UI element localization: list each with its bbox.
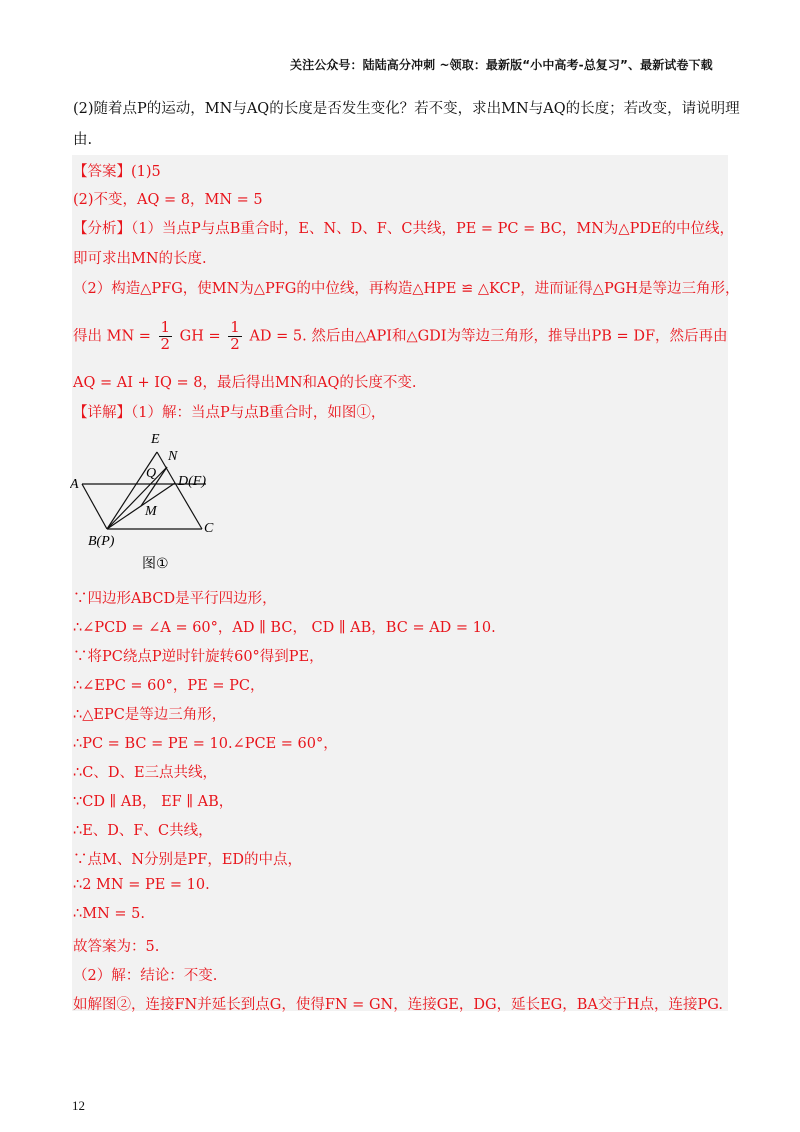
analysis-line-3: （2）构造△PFG，使MN为△PFG的中位线，再构造△HPE ≌ △KCP，进而证得△PGH是等边三角形， xyxy=(73,281,740,297)
label-Q: Q xyxy=(146,466,157,481)
proof-line-2: ∴∠PCD = ∠A = 60°，AD ∥ BC， CD ∥ AB，BC = AD = 10. xyxy=(73,620,496,636)
answer-part-1: (1)5 xyxy=(131,164,161,180)
analysis-line-1 xyxy=(73,217,734,238)
proof-line-8: ∵CD ∥ AB， EF ∥ AB， xyxy=(73,794,234,810)
analysis-4-c: AD = 5. 然后由△API和△GDI为等边三角形，推导出PB = DF，然后再由 xyxy=(249,328,728,345)
answer-line-2: (2)不变，AQ = 8，MN = 5 xyxy=(73,192,263,208)
label-E: E xyxy=(151,432,160,447)
label-A: A xyxy=(70,477,79,492)
fraction-1: $\frac{1}{2}$ xyxy=(160,318,171,353)
analysis-tag: 【分析】 xyxy=(73,221,131,237)
label-N: N xyxy=(168,449,178,464)
question-line-2: 由. xyxy=(73,132,93,148)
label-D: D(F) xyxy=(178,474,206,489)
proof-line-12: ∴MN = 5. xyxy=(73,906,145,922)
proof-line-11: ∴2 MN = PE = 10. xyxy=(73,877,210,893)
label-B: B(P) xyxy=(88,534,115,549)
geometry-figure xyxy=(70,428,230,578)
page-number: 12 xyxy=(72,1098,85,1113)
proof-line-5: ∴△EPC是等边三角形， xyxy=(73,707,227,723)
proof-line-6: ∴PC = BC = PE = 10.∠PCE = 60°， xyxy=(73,736,338,752)
analysis-line-4 xyxy=(73,320,728,353)
fraction-2: $\frac{1}{2}$ xyxy=(230,318,240,353)
detail-line xyxy=(73,401,385,422)
proof-line-1: ∵四边形ABCD是平行四边形， xyxy=(73,591,277,607)
detail-tag: 【详解】 xyxy=(73,405,131,421)
answer-line-1 xyxy=(73,160,161,181)
question-line-1: (2)随着点P的运动，MN与AQ的长度是否发生变化？若不变，求出MN与AQ的长度；若改变，请说明理 xyxy=(73,101,740,117)
proof-line-13: 故答案为：5. xyxy=(73,939,160,955)
analysis-line-5: AQ = AI + IQ = 8，最后得出MN和AQ的长度不变. xyxy=(73,375,417,391)
page-header: 关注公众号：陆陆高分冲刺 ~领取：最新版“小中高考-总复习”、最新试卷下载 xyxy=(290,58,713,72)
proof-line-15: 如解图②，连接FN并延长到点G，使得FN = GN，连接GE，DG，延长EG，BA交于H点，连接PG. xyxy=(73,997,723,1013)
analysis-text-1: （1）当点P与点B重合时，E、N、D、F、C共线，PE = PC = BC，MN为△PDE的中位线， xyxy=(131,221,735,237)
analysis-4-b: GH = xyxy=(179,328,221,345)
proof-line-7: ∴C、D、E三点共线， xyxy=(73,765,218,781)
label-M: M xyxy=(145,504,157,519)
detail-intro: （1）解：当点P与点B重合时，如图①， xyxy=(131,405,386,421)
proof-line-4: ∴∠EPC = 60°，PE = PC， xyxy=(73,678,265,694)
analysis-line-2: 即可求出MN的长度. xyxy=(73,251,207,267)
proof-line-9: ∴E、D、F、C共线， xyxy=(73,823,213,839)
figure-caption: 图① xyxy=(142,556,169,572)
proof-line-14: （2）解：结论：不变. xyxy=(73,968,218,984)
proof-line-10: ∵点M、N分别是PF，ED的中点， xyxy=(73,852,303,868)
proof-line-3: ∵将PC绕点P逆时针旋转60°得到PE， xyxy=(73,649,324,665)
label-C: C xyxy=(204,521,214,536)
answer-tag: 【答案】 xyxy=(73,164,131,180)
analysis-4-a: 得出 MN = xyxy=(73,328,151,345)
